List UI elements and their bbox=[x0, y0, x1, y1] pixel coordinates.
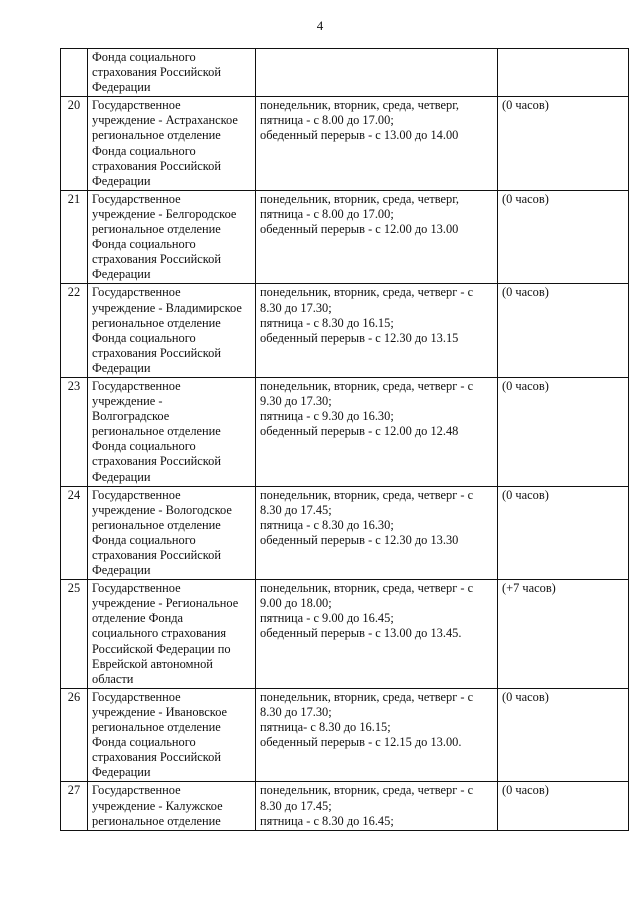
working-hours-line: 8.30 до 17.30; bbox=[260, 300, 332, 315]
working-hours-cell bbox=[256, 49, 498, 97]
organization-line: Государственное bbox=[92, 487, 181, 502]
organization-cell bbox=[88, 580, 256, 689]
working-hours-cell bbox=[256, 377, 498, 486]
organization-line: Фонда социального bbox=[92, 439, 196, 454]
organization-line: Федерации bbox=[92, 267, 151, 282]
working-hours-line: пятница- с 8.30 до 16.15; bbox=[260, 720, 391, 735]
table-row bbox=[61, 377, 629, 486]
organization-line: Фонда социального bbox=[92, 532, 196, 547]
organization-line: страхования Российской bbox=[92, 548, 221, 562]
working-hours-cell bbox=[256, 190, 498, 284]
organization-line: отделение Фонда bbox=[92, 611, 184, 626]
working-hours-line: 8.30 до 17.45; bbox=[260, 798, 332, 813]
organization-line: Государственное bbox=[92, 285, 181, 300]
organization-cell bbox=[88, 284, 256, 378]
schedule-table bbox=[60, 48, 629, 831]
table-row bbox=[61, 782, 629, 830]
organization-cell bbox=[88, 97, 256, 191]
organization-line: региональное отделение bbox=[92, 720, 221, 735]
organization-line: области bbox=[92, 671, 134, 686]
organization-line: Фонда социального bbox=[92, 237, 196, 252]
working-hours-line: пятница - с 8.30 до 16.45; bbox=[260, 813, 394, 828]
working-hours-line: 9.00 до 18.00; bbox=[260, 596, 332, 611]
working-hours-cell bbox=[256, 782, 498, 830]
time-offset-cell: (0 часов) bbox=[498, 688, 629, 782]
time-offset-cell: (0 часов) bbox=[498, 190, 629, 284]
page-number: 4 bbox=[316, 18, 324, 33]
organization-line: Еврейской автономной bbox=[92, 656, 213, 671]
working-hours-cell bbox=[256, 97, 498, 191]
time-offset-cell: (0 часов) bbox=[498, 284, 629, 378]
working-hours-line: понедельник, вторник, среда, четверг - с bbox=[260, 285, 474, 300]
working-hours-line: обеденный перерыв - с 12.30 до 13.15 bbox=[260, 330, 459, 345]
organization-line: Государственное bbox=[92, 581, 181, 596]
working-hours-line: 8.30 до 17.45; bbox=[260, 502, 332, 517]
table-row bbox=[61, 688, 629, 782]
organization-line: Государственное bbox=[92, 378, 181, 393]
organization-line: Федерации bbox=[92, 563, 151, 578]
organization-cell bbox=[88, 49, 256, 97]
working-hours-line: понедельник, вторник, среда, четверг - с bbox=[260, 487, 474, 502]
organization-cell bbox=[88, 486, 256, 580]
organization-line: социального страхования bbox=[92, 626, 227, 641]
organization-line: Фонда социального bbox=[92, 143, 196, 158]
organization-line: Государственное bbox=[92, 783, 181, 798]
working-hours-line: обеденный перерыв - с 13.00 до 13.45. bbox=[260, 626, 462, 641]
organization-line: Федерации bbox=[92, 80, 151, 95]
organization-line: Фонда социального bbox=[92, 330, 196, 345]
row-number bbox=[61, 49, 88, 97]
working-hours-line: 8.30 до 17.30; bbox=[260, 704, 332, 719]
working-hours-cell bbox=[256, 486, 498, 580]
working-hours-line: понедельник, вторник, среда, четверг - с bbox=[260, 689, 474, 704]
working-hours-line: 9.30 до 17.30; bbox=[260, 394, 332, 409]
working-hours-line: пятница - с 9.30 до 16.30; bbox=[260, 409, 394, 424]
working-hours-line: понедельник, вторник, среда, четверг - с bbox=[260, 378, 474, 393]
organization-line: Фонда социального bbox=[92, 735, 196, 750]
organization-line: Российской Федерации по bbox=[92, 641, 231, 656]
working-hours-line: пятница - с 8.00 до 17.00; bbox=[260, 113, 394, 128]
table-row bbox=[61, 284, 629, 378]
row-number: 26 bbox=[61, 688, 88, 782]
table-row bbox=[61, 580, 629, 689]
organization-line: страхования Российской bbox=[92, 750, 221, 765]
organization-line: страхования Российской bbox=[92, 454, 221, 469]
organization-line: учреждение - Ивановское bbox=[92, 704, 228, 719]
organization-cell bbox=[88, 688, 256, 782]
organization-line: Государственное bbox=[92, 191, 181, 206]
organization-line: региональное отделение bbox=[92, 128, 221, 143]
organization-line: учреждение - Астраханское bbox=[92, 113, 238, 128]
working-hours-line: пятница - с 9.00 до 16.45; bbox=[260, 611, 394, 626]
organization-line: Федерации bbox=[92, 360, 151, 375]
row-number: 22 bbox=[61, 284, 88, 378]
working-hours-cell bbox=[256, 580, 498, 689]
working-hours-line: понедельник, вторник, среда, четверг, bbox=[260, 191, 459, 206]
organization-line: Государственное bbox=[92, 689, 181, 704]
organization-line: учреждение - Региональное bbox=[92, 596, 239, 611]
organization-line: региональное отделение bbox=[92, 517, 221, 532]
organization-line: страхования Российской bbox=[92, 252, 221, 267]
organization-cell bbox=[88, 377, 256, 486]
working-hours-line: обеденный перерыв - с 12.15 до 13.00. bbox=[260, 735, 462, 750]
organization-line: учреждение - Калужское bbox=[92, 798, 223, 813]
organization-line: учреждение - bbox=[92, 394, 163, 409]
organization-line: региональное отделение bbox=[92, 222, 221, 237]
organization-cell bbox=[88, 782, 256, 830]
organization-line: страхования Российской bbox=[92, 345, 221, 360]
organization-line: учреждение - Белгородское bbox=[92, 206, 237, 221]
time-offset-cell: (0 часов) bbox=[498, 377, 629, 486]
working-hours-line: понедельник, вторник, среда, четверг - с bbox=[260, 783, 474, 798]
row-number: 20 bbox=[61, 97, 88, 191]
working-hours-line: обеденный перерыв - с 12.30 до 13.30 bbox=[260, 532, 459, 547]
table-row bbox=[61, 190, 629, 284]
organization-line: региональное отделение bbox=[92, 813, 221, 828]
organization-line: Фонда социального bbox=[92, 50, 196, 64]
organization-line: Волгоградское bbox=[92, 409, 170, 424]
row-number: 25 bbox=[61, 580, 88, 689]
organization-line: Федерации bbox=[92, 765, 151, 780]
time-offset-cell: (+7 часов) bbox=[498, 580, 629, 689]
working-hours-line: понедельник, вторник, среда, четверг, bbox=[260, 98, 459, 113]
row-number: 21 bbox=[61, 190, 88, 284]
organization-line: страхования Российской bbox=[92, 65, 221, 80]
organization-line: Федерации bbox=[92, 173, 151, 188]
working-hours-line: пятница - с 8.00 до 17.00; bbox=[260, 206, 394, 221]
organization-line: страхования Российской bbox=[92, 158, 221, 173]
table-row bbox=[61, 49, 629, 97]
time-offset-cell: (0 часов) bbox=[498, 486, 629, 580]
organization-line: Федерации bbox=[92, 469, 151, 484]
organization-cell bbox=[88, 190, 256, 284]
row-number: 24 bbox=[61, 486, 88, 580]
organization-line: учреждение - Вологодское bbox=[92, 502, 232, 517]
row-number: 27 bbox=[61, 782, 88, 830]
organization-line: Государственное bbox=[92, 98, 181, 113]
organization-line: региональное отделение bbox=[92, 315, 221, 330]
table-row bbox=[61, 486, 629, 580]
time-offset-cell: (0 часов) bbox=[498, 97, 629, 191]
working-hours-line: понедельник, вторник, среда, четверг - с bbox=[260, 581, 474, 596]
working-hours-line: обеденный перерыв - с 12.00 до 13.00 bbox=[260, 222, 459, 237]
time-offset-cell: (0 часов) bbox=[498, 782, 629, 830]
working-hours-cell bbox=[256, 688, 498, 782]
table-row bbox=[61, 97, 629, 191]
working-hours-line: пятница - с 8.30 до 16.30; bbox=[260, 517, 394, 532]
working-hours-line: обеденный перерыв - с 12.00 до 12.48 bbox=[260, 424, 459, 439]
time-offset-cell bbox=[498, 49, 629, 97]
working-hours-cell bbox=[256, 284, 498, 378]
organization-line: учреждение - Владимирское bbox=[92, 300, 242, 315]
row-number: 23 bbox=[61, 377, 88, 486]
organization-line: региональное отделение bbox=[92, 424, 221, 439]
working-hours-line: пятница - с 8.30 до 16.15; bbox=[260, 315, 394, 330]
schedule-table-body bbox=[61, 49, 629, 831]
working-hours-line: обеденный перерыв - с 13.00 до 14.00 bbox=[260, 128, 459, 143]
